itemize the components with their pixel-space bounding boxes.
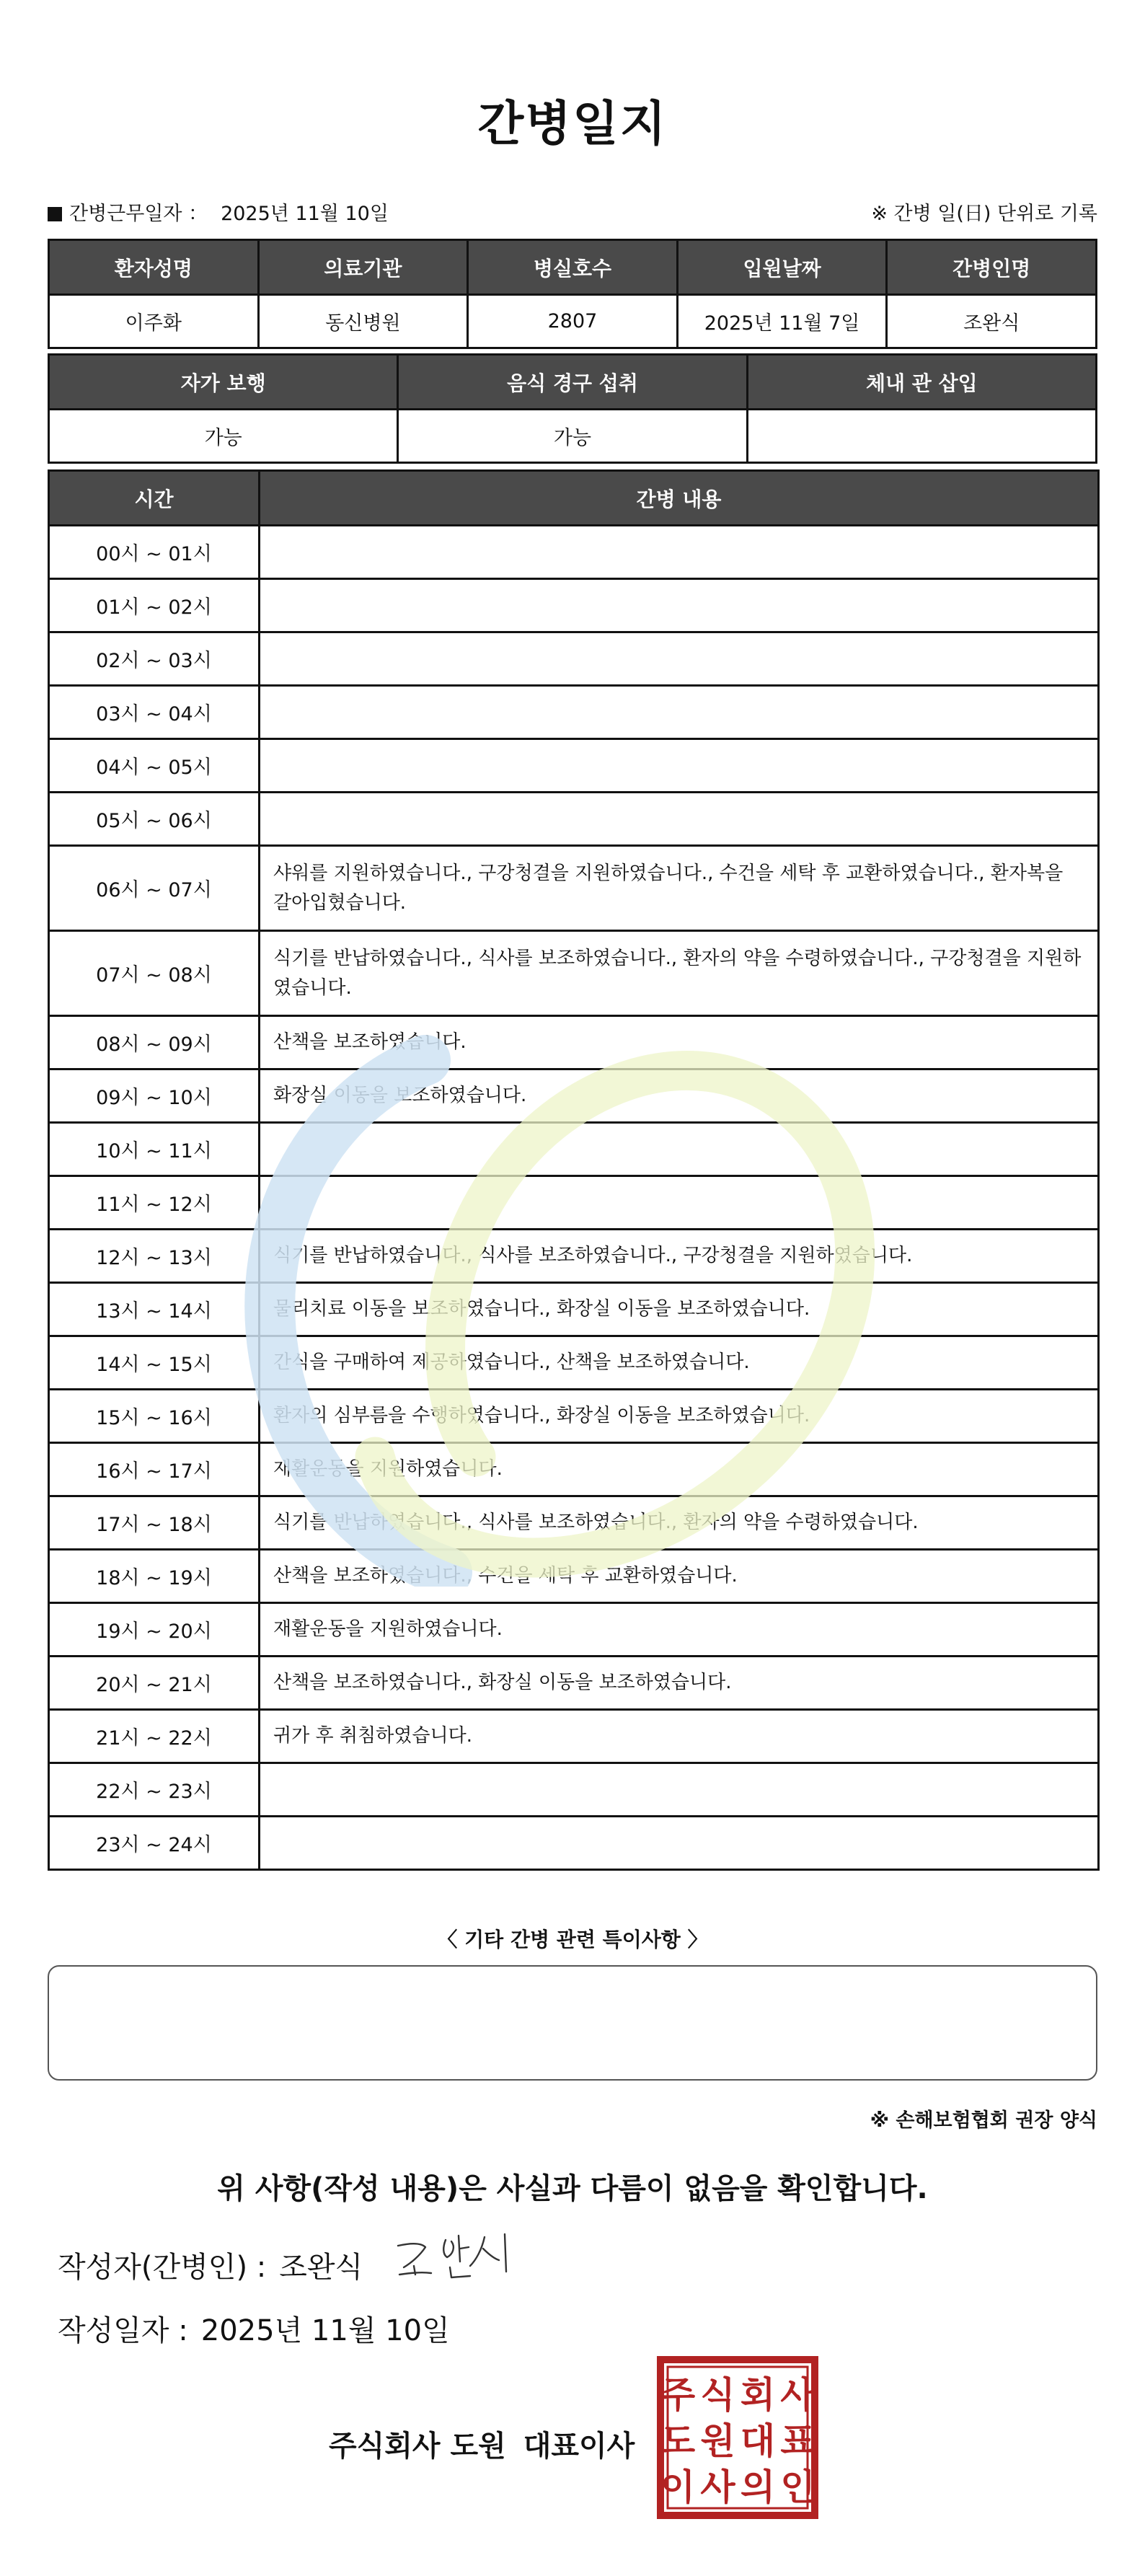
table-row (49, 1603, 1099, 1657)
row-time: 16시 ~ 17시 (49, 1443, 260, 1496)
table-row (49, 1230, 1099, 1283)
writer-line (58, 2244, 363, 2285)
row-time: 23시 ~ 24시 (49, 1817, 260, 1870)
row-time: 03시 ~ 04시 (49, 686, 260, 739)
company-seal-icon (656, 2355, 819, 2520)
seal-character: 이 (660, 2466, 696, 2508)
patient-status-table (48, 353, 1097, 464)
row-time: 11시 ~ 12시 (49, 1176, 260, 1230)
work-date-label: 간병근무일자 ： (69, 203, 208, 225)
square-bullet-icon (48, 207, 62, 221)
special-notes-box (48, 1965, 1097, 2081)
seal-character: 사 (700, 2466, 735, 2508)
room-number: 2807 (468, 295, 678, 348)
row-content: 식기를 반납하였습니다., 식사를 보조하였습니다., 환자의 약을 수령하였습니다., 구강청결을 지원하였습니다. (260, 931, 1099, 1016)
header-tube-insertion: 체내 관 삽입 (747, 355, 1096, 410)
table-row (49, 1550, 1099, 1603)
admission-date: 2025년 11월 7일 (677, 295, 887, 348)
hospital-name: 동신병원 (258, 295, 468, 348)
row-time: 06시 ~ 07시 (49, 846, 260, 931)
page-title: 간병일지 (477, 96, 668, 151)
row-content (260, 686, 1099, 739)
header-room-number: 병실호수 (468, 240, 678, 295)
row-content (260, 1176, 1099, 1230)
header-care-content: 간병 내용 (260, 471, 1099, 526)
table-row (49, 1763, 1099, 1817)
row-content: 산책을 보조하였습니다. (260, 1016, 1099, 1069)
seal-character: 식 (700, 2374, 735, 2416)
row-time: 08시 ~ 09시 (49, 1016, 260, 1069)
hourly-care-log-table (48, 469, 1100, 1871)
table-row (49, 1443, 1099, 1496)
special-notes-title: 〈 기타 간병 관련 특이사항 〉 (437, 1928, 708, 1951)
self-walking-value: 가능 (49, 410, 398, 463)
row-content: 식기를 반납하였습니다., 식사를 보조하였습니다., 구강청결을 지원하였습니다. (260, 1230, 1099, 1283)
table-row (49, 579, 1099, 632)
table-row (49, 686, 1099, 739)
handwritten-signature-icon (389, 2230, 519, 2288)
row-time: 10시 ~ 11시 (49, 1123, 260, 1176)
row-content: 샤워를 지원하였습니다., 구강청결을 지원하였습니다., 수건을 세탁 후 교환하였습니다., 환자복을 갈아입혔습니다. (260, 846, 1099, 931)
row-time: 13시 ~ 14시 (49, 1283, 260, 1336)
written-date-line (58, 2308, 450, 2349)
row-content (260, 526, 1099, 579)
row-content: 간식을 구매하여 제공하였습니다., 산책을 보조하였습니다. (260, 1336, 1099, 1390)
tube-insertion-value (747, 410, 1096, 463)
row-content: 산책을 보조하였습니다., 화장실 이동을 보조하였습니다. (260, 1657, 1099, 1710)
row-content (260, 579, 1099, 632)
seal-character: 회 (740, 2374, 776, 2416)
header-oral-intake: 음식 경구 섭취 (398, 355, 747, 410)
header-caregiver-name: 간병인명 (887, 240, 1097, 295)
record-unit-note: ※ 간병 일(日) 단위로 기록 (871, 203, 1097, 225)
row-time: 14시 ~ 15시 (49, 1336, 260, 1390)
row-content (260, 1763, 1099, 1817)
row-content: 화장실 이동을 보조하였습니다. (260, 1069, 1099, 1123)
seal-character: 의 (740, 2466, 776, 2508)
row-content: 산책을 보조하였습니다., 수건을 세탁 후 교환하였습니다. (260, 1550, 1099, 1603)
company-name: 주식회사 도원 (329, 2430, 506, 2463)
table-row (49, 739, 1099, 793)
header-hospital: 의료기관 (258, 240, 468, 295)
header-self-walking: 자가 보행 (49, 355, 398, 410)
table-row (49, 1817, 1099, 1870)
written-date-label: 작성일자 : (58, 2314, 188, 2347)
seal-character: 사 (780, 2374, 815, 2416)
row-time: 18시 ~ 19시 (49, 1550, 260, 1603)
patient-name: 이주화 (49, 295, 259, 348)
table-row (49, 632, 1099, 686)
caregiver-name: 조완식 (887, 295, 1097, 348)
row-content: 물리치료 이동을 보조하였습니다., 화장실 이동을 보조하였습니다. (260, 1283, 1099, 1336)
recommendation-note: ※ 손해보험협회 권장 양식 (870, 2109, 1097, 2132)
row-content: 재활운동을 지원하였습니다. (260, 1603, 1099, 1657)
row-time: 00시 ~ 01시 (49, 526, 260, 579)
table-row (49, 1016, 1099, 1069)
row-content (260, 1817, 1099, 1870)
row-time: 12시 ~ 13시 (49, 1230, 260, 1283)
row-time: 02시 ~ 03시 (49, 632, 260, 686)
row-time: 22시 ~ 23시 (49, 1763, 260, 1817)
writer-label: 작성자(간병인) : (58, 2251, 267, 2284)
table-row (49, 1390, 1099, 1443)
patient-info-table (48, 239, 1097, 349)
row-content: 식기를 반납하였습니다., 식사를 보조하였습니다., 환자의 약을 수령하였습니다. (260, 1496, 1099, 1550)
table-row (49, 1710, 1099, 1763)
table-row (49, 1336, 1099, 1390)
header-time: 시간 (49, 471, 260, 526)
row-content (260, 1123, 1099, 1176)
representative-title: 대표이사 (523, 2430, 635, 2463)
writer-name: 조완식 (279, 2251, 363, 2284)
row-content: 귀가 후 취침하였습니다. (260, 1710, 1099, 1763)
table-row (49, 793, 1099, 846)
row-content: 환자의 심부름을 수행하였습니다., 화장실 이동을 보조하였습니다. (260, 1390, 1099, 1443)
seal-character: 인 (780, 2466, 815, 2508)
header-admission-date: 입원날짜 (677, 240, 887, 295)
table-row (49, 1283, 1099, 1336)
row-time: 09시 ~ 10시 (49, 1069, 260, 1123)
work-date-line (48, 198, 389, 226)
seal-character: 표 (780, 2420, 815, 2462)
row-time: 15시 ~ 16시 (49, 1390, 260, 1443)
row-time: 19시 ~ 20시 (49, 1603, 260, 1657)
seal-character: 도 (660, 2420, 696, 2462)
company-line (329, 2423, 635, 2464)
row-content: 재활운동을 지원하였습니다. (260, 1443, 1099, 1496)
header-patient-name: 환자성명 (49, 240, 259, 295)
seal-character: 원 (700, 2420, 735, 2462)
row-time: 21시 ~ 22시 (49, 1710, 260, 1763)
seal-character: 주 (660, 2374, 696, 2416)
seal-character: 대 (740, 2420, 776, 2462)
table-row (49, 1657, 1099, 1710)
oral-intake-value: 가능 (398, 410, 747, 463)
table-row (49, 1496, 1099, 1550)
table-row (49, 1176, 1099, 1230)
row-content (260, 793, 1099, 846)
written-date-value: 2025년 11월 10일 (200, 2314, 450, 2347)
row-time: 20시 ~ 21시 (49, 1657, 260, 1710)
table-row (49, 931, 1099, 1016)
table-row (49, 526, 1099, 579)
row-time: 07시 ~ 08시 (49, 931, 260, 1016)
confirmation-statement: 위 사항(작성 내용)은 사실과 다름이 없음을 확인합니다. (217, 2172, 928, 2205)
row-content (260, 739, 1099, 793)
row-time: 01시 ~ 02시 (49, 579, 260, 632)
work-date-value: 2025년 11월 10일 (221, 203, 389, 225)
row-time: 04시 ~ 05시 (49, 739, 260, 793)
row-content (260, 632, 1099, 686)
table-row (49, 846, 1099, 931)
row-time: 17시 ~ 18시 (49, 1496, 260, 1550)
row-time: 05시 ~ 06시 (49, 793, 260, 846)
table-row (49, 1069, 1099, 1123)
table-row (49, 1123, 1099, 1176)
